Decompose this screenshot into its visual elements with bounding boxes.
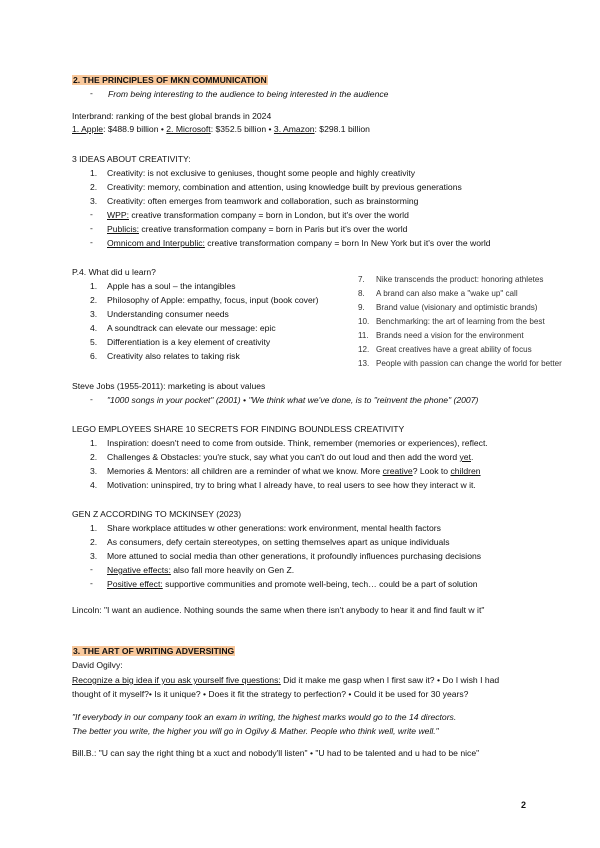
rank-3-name: 3. Amazon xyxy=(273,124,315,134)
interbrand-ranking xyxy=(72,123,370,135)
list-item xyxy=(107,564,294,576)
list-text: Share workplace attitudes w other generations: work environment, mental health factors xyxy=(107,523,441,533)
rank-2-value: : $352.5 billion • xyxy=(210,124,274,134)
list-text: creative transformation company = born In New York but it's over the world xyxy=(204,238,491,248)
list-text: Benchmarking: the art of learning from the best xyxy=(376,317,545,326)
learn-title: P.4. What did u learn? xyxy=(72,267,156,277)
list-text: Understanding consumer needs xyxy=(107,309,229,319)
list-item: 2. As consumers, defy certain stereotypes, on setting themselves apart as unique individuals xyxy=(90,537,450,547)
section-heading-text: 2. THE PRINCIPLES OF MKN COMMUNICATION xyxy=(73,75,267,85)
section-heading-text: 3. THE ART OF WRITING ADVERSITING xyxy=(73,646,235,656)
list-number: 7. xyxy=(358,275,365,284)
section-heading xyxy=(72,645,235,657)
list-item xyxy=(90,294,318,306)
section-heading xyxy=(72,74,268,86)
list-text: Brands need a vision for the environment xyxy=(376,331,524,340)
list-item: 2. Challenges & Obstacles: you're stuck, say what you can't do out loud and then add the word yet. xyxy=(90,452,474,462)
effect-label: Positive effect: xyxy=(107,579,163,589)
list-text-underlined: yet xyxy=(459,452,471,462)
list-item xyxy=(358,316,545,328)
list-number: 2. xyxy=(90,182,98,192)
list-item xyxy=(90,322,276,334)
dash-bullet: - xyxy=(90,223,93,233)
list-item: 3. Memories & Mentors: all children are a reminder of what we know. More creative? Look to children xyxy=(90,466,481,476)
list-text: A soundtrack can elevate our message: epic xyxy=(107,323,276,333)
list-text: Creativity: often emerges from teamwork and collaboration, such as brainstorming xyxy=(107,196,419,206)
list-number: 5. xyxy=(90,337,98,347)
ogilvy-questions xyxy=(72,674,499,686)
bill-quote: Bill.B.: "U can say the right thing bt a xuct and nobody'll listen" • "U had to be talented and u had to be nice" xyxy=(72,748,480,758)
list-text: More attuned to social media than other generations, it profoundly influences purchasing decisions xyxy=(107,551,482,561)
dash-bullet: - xyxy=(90,237,93,247)
questions-text: Did it make me gasp when I first saw it? • Do I wish I had xyxy=(280,675,500,685)
list-number: 11. xyxy=(358,331,369,340)
list-number: 6. xyxy=(90,351,98,361)
rank-3-value: : $298.1 billion xyxy=(314,124,370,134)
list-text: Differentiation is a key element of creativity xyxy=(107,337,271,347)
section-subtitle: From being interesting to the audience to being interested in the audience xyxy=(108,89,389,99)
list-text: Philosophy of Apple: empathy, focus, input (book cover) xyxy=(107,295,319,305)
lincoln-quote: Lincoln: "I want an audience. Nothing sounds the same when there isn't anybody to hear it and find fault w it" xyxy=(72,605,485,615)
rank-1-value: : $488.9 billion • xyxy=(103,124,167,134)
list-item xyxy=(358,288,518,300)
list-item xyxy=(90,195,418,207)
list-text: Creativity also relates to taking risk xyxy=(107,351,240,361)
list-text: creative transformation company = born in London, but it's over the world xyxy=(128,210,409,220)
list-number: 1. xyxy=(90,281,98,291)
list-item xyxy=(90,280,236,292)
list-item xyxy=(90,350,240,362)
list-text: Motivation: uninspired, try to bring what I already have, to real users to see how they interact w it. xyxy=(107,480,476,490)
list-item xyxy=(107,223,407,235)
questions-label: Recognize a big idea if you ask yourself five questions: xyxy=(72,675,281,685)
page-number: 2 xyxy=(521,800,527,810)
list-item xyxy=(90,336,270,348)
list-text: also fall more heavily on Gen Z. xyxy=(170,565,295,575)
agency-label: WPP: xyxy=(107,210,129,220)
dash-bullet: - xyxy=(90,209,93,219)
list-item xyxy=(107,237,491,249)
creativity-title: 3 IDEAS ABOUT CREATIVITY: xyxy=(72,154,191,164)
rank-1-name: 1. Apple xyxy=(72,124,104,134)
list-text: Creativity: is not exclusive to geniuses, thought some people and highly creativity xyxy=(107,168,416,178)
list-item xyxy=(358,358,562,370)
list-number: 1. xyxy=(90,168,98,178)
list-item xyxy=(358,330,524,342)
agency-label: Publicis: xyxy=(107,224,139,234)
ogilvy-quote-line: "If everybody in our company took an exam in writing, the highest marks would go to the 14 directors. xyxy=(72,712,457,722)
list-text: . xyxy=(470,452,474,462)
list-item xyxy=(107,578,478,590)
list-text: ? Look to xyxy=(412,466,451,476)
list-item xyxy=(90,308,229,320)
list-text: Creativity: memory, combination and attention, using knowledge built by previous generations xyxy=(107,182,462,192)
list-item xyxy=(90,181,462,193)
jobs-title: Steve Jobs (1955-2011): marketing is about values xyxy=(72,381,266,391)
ogilvy-quote-line: The better you write, the higher you will go in Ogilvy & Mather. People who think well, write well." xyxy=(72,726,439,736)
agency-label: Omnicom and Interpublic: xyxy=(107,238,205,248)
list-item xyxy=(358,344,532,356)
list-number: 8. xyxy=(358,289,365,298)
list-number: 13. xyxy=(358,359,370,368)
list-text: supportive communities and promote well-being, tech… could be a part of solution xyxy=(162,579,478,589)
list-text: Inspiration: doesn't need to come from outside. Think, remember (memories or experiences), reflect. xyxy=(107,438,488,448)
list-text: Memories & Mentors: all children are a reminder of what we know. More xyxy=(107,466,383,476)
list-number: 12. xyxy=(358,345,370,354)
list-text: creative transformation company = born in Paris but it's over the world xyxy=(139,224,408,234)
interbrand-title: Interbrand: ranking of the best global brands in 2024 xyxy=(72,111,272,121)
list-number: 3. xyxy=(90,309,98,319)
list-number: 9. xyxy=(358,303,365,312)
dash-bullet: - xyxy=(90,564,93,574)
list-text: Great creatives have a great ability of focus xyxy=(376,345,532,354)
list-item xyxy=(358,274,543,286)
list-item xyxy=(107,209,409,221)
list-number: 3. xyxy=(90,196,98,206)
list-text: As consumers, defy certain stereotypes, on setting themselves apart as unique individuals xyxy=(107,537,450,547)
dash-bullet: - xyxy=(90,578,93,588)
list-text: Nike transcends the product: honoring athletes xyxy=(376,275,544,284)
list-text: Challenges & Obstacles: you're stuck, say what you can't do out loud and then add the word xyxy=(107,452,460,462)
list-item xyxy=(90,167,415,179)
dash-bullet: - xyxy=(90,88,93,98)
list-text-underlined: creative xyxy=(382,466,413,476)
list-item: 1. Share workplace attitudes w other generations: work environment, mental health factors xyxy=(90,523,441,533)
list-number: 2. xyxy=(90,295,98,305)
list-text: Brand value (visionary and optimistic brands) xyxy=(376,303,538,312)
list-text: A brand can also make a "wake up" call xyxy=(376,289,518,298)
list-item: 4. Motivation: uninspired, try to bring what I already have, to real users to see how they interact w it. xyxy=(90,480,476,490)
ogilvy-questions-cont: thought of it myself?• Is it unique? • Does it fit the strategy to perfection? • Could it be used for 30 years? xyxy=(72,689,469,699)
effect-label: Negative effects: xyxy=(107,565,171,575)
ogilvy-author: David Ogilvy: xyxy=(72,660,123,670)
lego-title: LEGO EMPLOYEES SHARE 10 SECRETS FOR FINDING BOUNDLESS CREATIVITY xyxy=(72,424,405,434)
list-text-underlined: children xyxy=(450,466,481,476)
list-item: 3. More attuned to social media than other generations, it profoundly influences purchasing decisions xyxy=(90,551,482,561)
list-text: Apple has a soul – the intangibles xyxy=(107,281,236,291)
list-number: 4. xyxy=(90,323,98,333)
list-number: 10. xyxy=(358,317,370,326)
genz-title: GEN Z ACCORDING TO MCKINSEY (2023) xyxy=(72,509,242,519)
list-text: People with passion can change the world for better xyxy=(376,359,562,368)
dash-bullet: - xyxy=(90,394,93,404)
list-item: 1. Inspiration: doesn't need to come from outside. Think, remember (memories or experiences), reflect. xyxy=(90,438,488,448)
list-item xyxy=(358,302,538,314)
jobs-quote: "1000 songs in your pocket" (2001) • "We think what we've done, is to "reinvent the phone" (2007) xyxy=(107,395,479,405)
rank-2-name: 2. Microsoft xyxy=(166,124,211,134)
